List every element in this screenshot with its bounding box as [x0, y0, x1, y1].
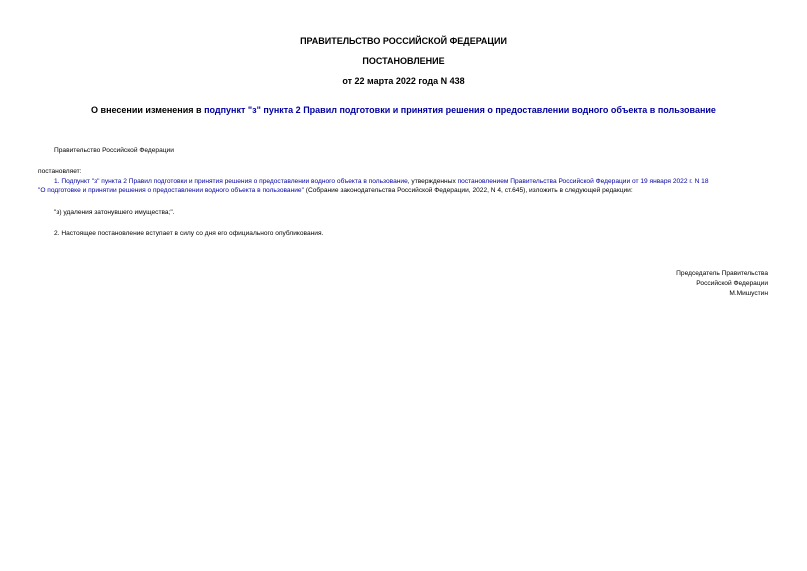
- item1-rules-link[interactable]: 1. Подпункт "з" пункта 2 Правил подготовки и принятия решения о предоставлении водного объекта в пользование: [54, 178, 408, 185]
- item1-approved-text: , утвержденных: [407, 178, 458, 185]
- item1-resolution-title-link[interactable]: "О подготовке и принятии решения о предоставлении водного объекта в пользование": [38, 187, 304, 194]
- item1-collection-text: (Собрание законодательства Российской Федерации, 2022, N 4, ст.645), изложить в следующей редакции:: [303, 187, 633, 194]
- item1-line1: [54, 177, 709, 186]
- government-heading: ПРАВИТЕЛЬСТВО РОССИЙСКОЙ ФЕДЕРАЦИИ: [300, 36, 507, 46]
- signature-name: М.Мишустин: [729, 290, 768, 297]
- item2-line: 2. Настоящее постановление вступает в силу со дня его официального опубликования.: [54, 230, 324, 237]
- signature-position: Председатель Правительства: [676, 270, 768, 277]
- signature-block: [676, 269, 768, 299]
- date-number-heading: от 22 марта 2022 года N 438: [342, 76, 465, 86]
- decrees-line: постановляет:: [38, 168, 82, 175]
- document-title: [0, 104, 807, 116]
- signature-country: Российской Федерации: [696, 280, 768, 287]
- government-line: Правительство Российской Федерации: [54, 147, 174, 154]
- quote-line: "з) удаления затонувшего имущества;".: [54, 209, 175, 216]
- document-type-heading: ПОСТАНОВЛЕНИЕ: [362, 56, 445, 66]
- item1-line2: [38, 186, 633, 195]
- item1-resolution-link[interactable]: постановлением Правительства Российской Федерации от 19 января 2022 г. N 18: [457, 178, 709, 185]
- title-link[interactable]: подпункт "з" пункта 2 Правил подготовки и принятия решения о предоставлении водного объекта в пользование: [204, 105, 716, 115]
- title-prefix: О внесении изменения в: [91, 105, 205, 115]
